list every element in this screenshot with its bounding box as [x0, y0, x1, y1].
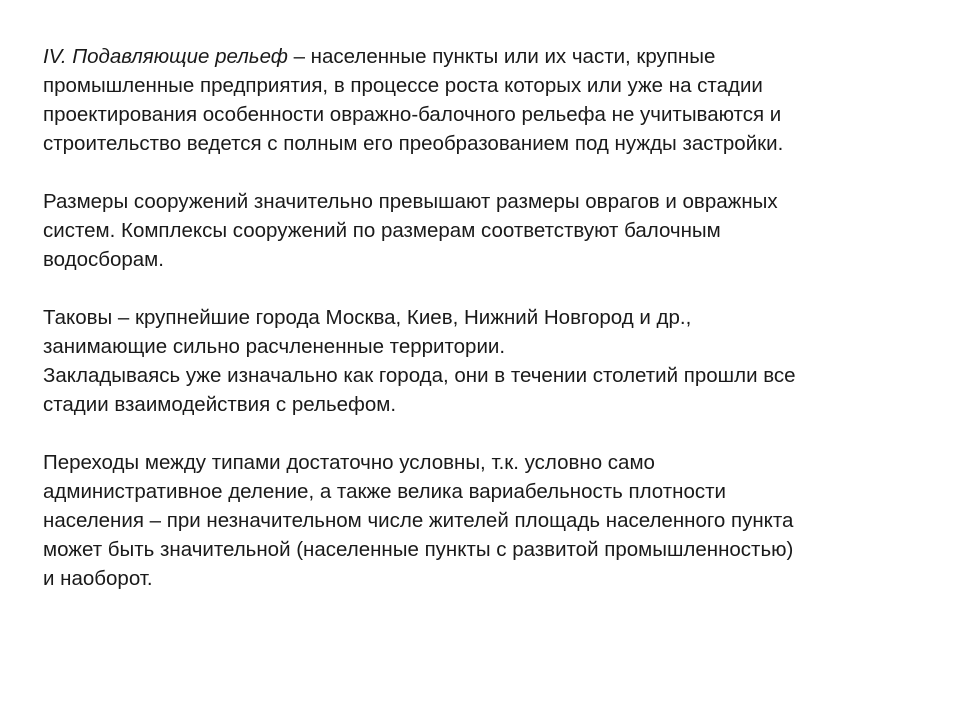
text-line: стадии взаимодействия с рельефом.: [43, 393, 397, 416]
text-line: населения – при незначительном числе жителей площадь населенного пункта: [43, 509, 794, 532]
text-line: административное деление, а также велика вариабельность плотности: [43, 480, 726, 503]
text-line: проектирования особенности овражно-балочного рельефа не учитываются и: [43, 103, 782, 126]
text-line: строительство ведется с полным его преобразованием под нужды застройки.: [43, 132, 784, 155]
slide-body: [43, 42, 943, 593]
type-heading: IV. Подавляющие рельеф: [43, 45, 288, 68]
text-line: систем. Комплексы сооружений по размерам соответствуют балочным: [43, 219, 721, 242]
text-line: промышленные предприятия, в процессе роста которых или уже на стадии: [43, 74, 763, 97]
paragraph-definition: [43, 42, 943, 158]
text-line: и наоборот.: [43, 567, 153, 590]
text-line: может быть значительной (населенные пункты с развитой промышленностью): [43, 538, 794, 561]
text-line: [43, 42, 943, 71]
text-line: Размеры сооружений значительно превышают размеры оврагов и овражных: [43, 190, 778, 213]
text-line: Переходы между типами достаточно условны, т.к. условно само: [43, 451, 655, 474]
text-fragment: – населенные пункты или их части, крупные: [287, 45, 716, 68]
paragraph-transitions: [43, 448, 943, 593]
text-line: водосборам.: [43, 248, 164, 271]
text-line: Закладываясь уже изначально как города, они в течении столетий прошли все: [43, 364, 796, 387]
paragraph-history: [43, 361, 943, 419]
text-line: занимающие сильно расчлененные территории.: [43, 335, 506, 358]
paragraph-sizes: [43, 187, 943, 274]
paragraph-examples: [43, 303, 943, 361]
text-line: Таковы – крупнейшие города Москва, Киев, Нижний Новгород и др.,: [43, 306, 692, 329]
